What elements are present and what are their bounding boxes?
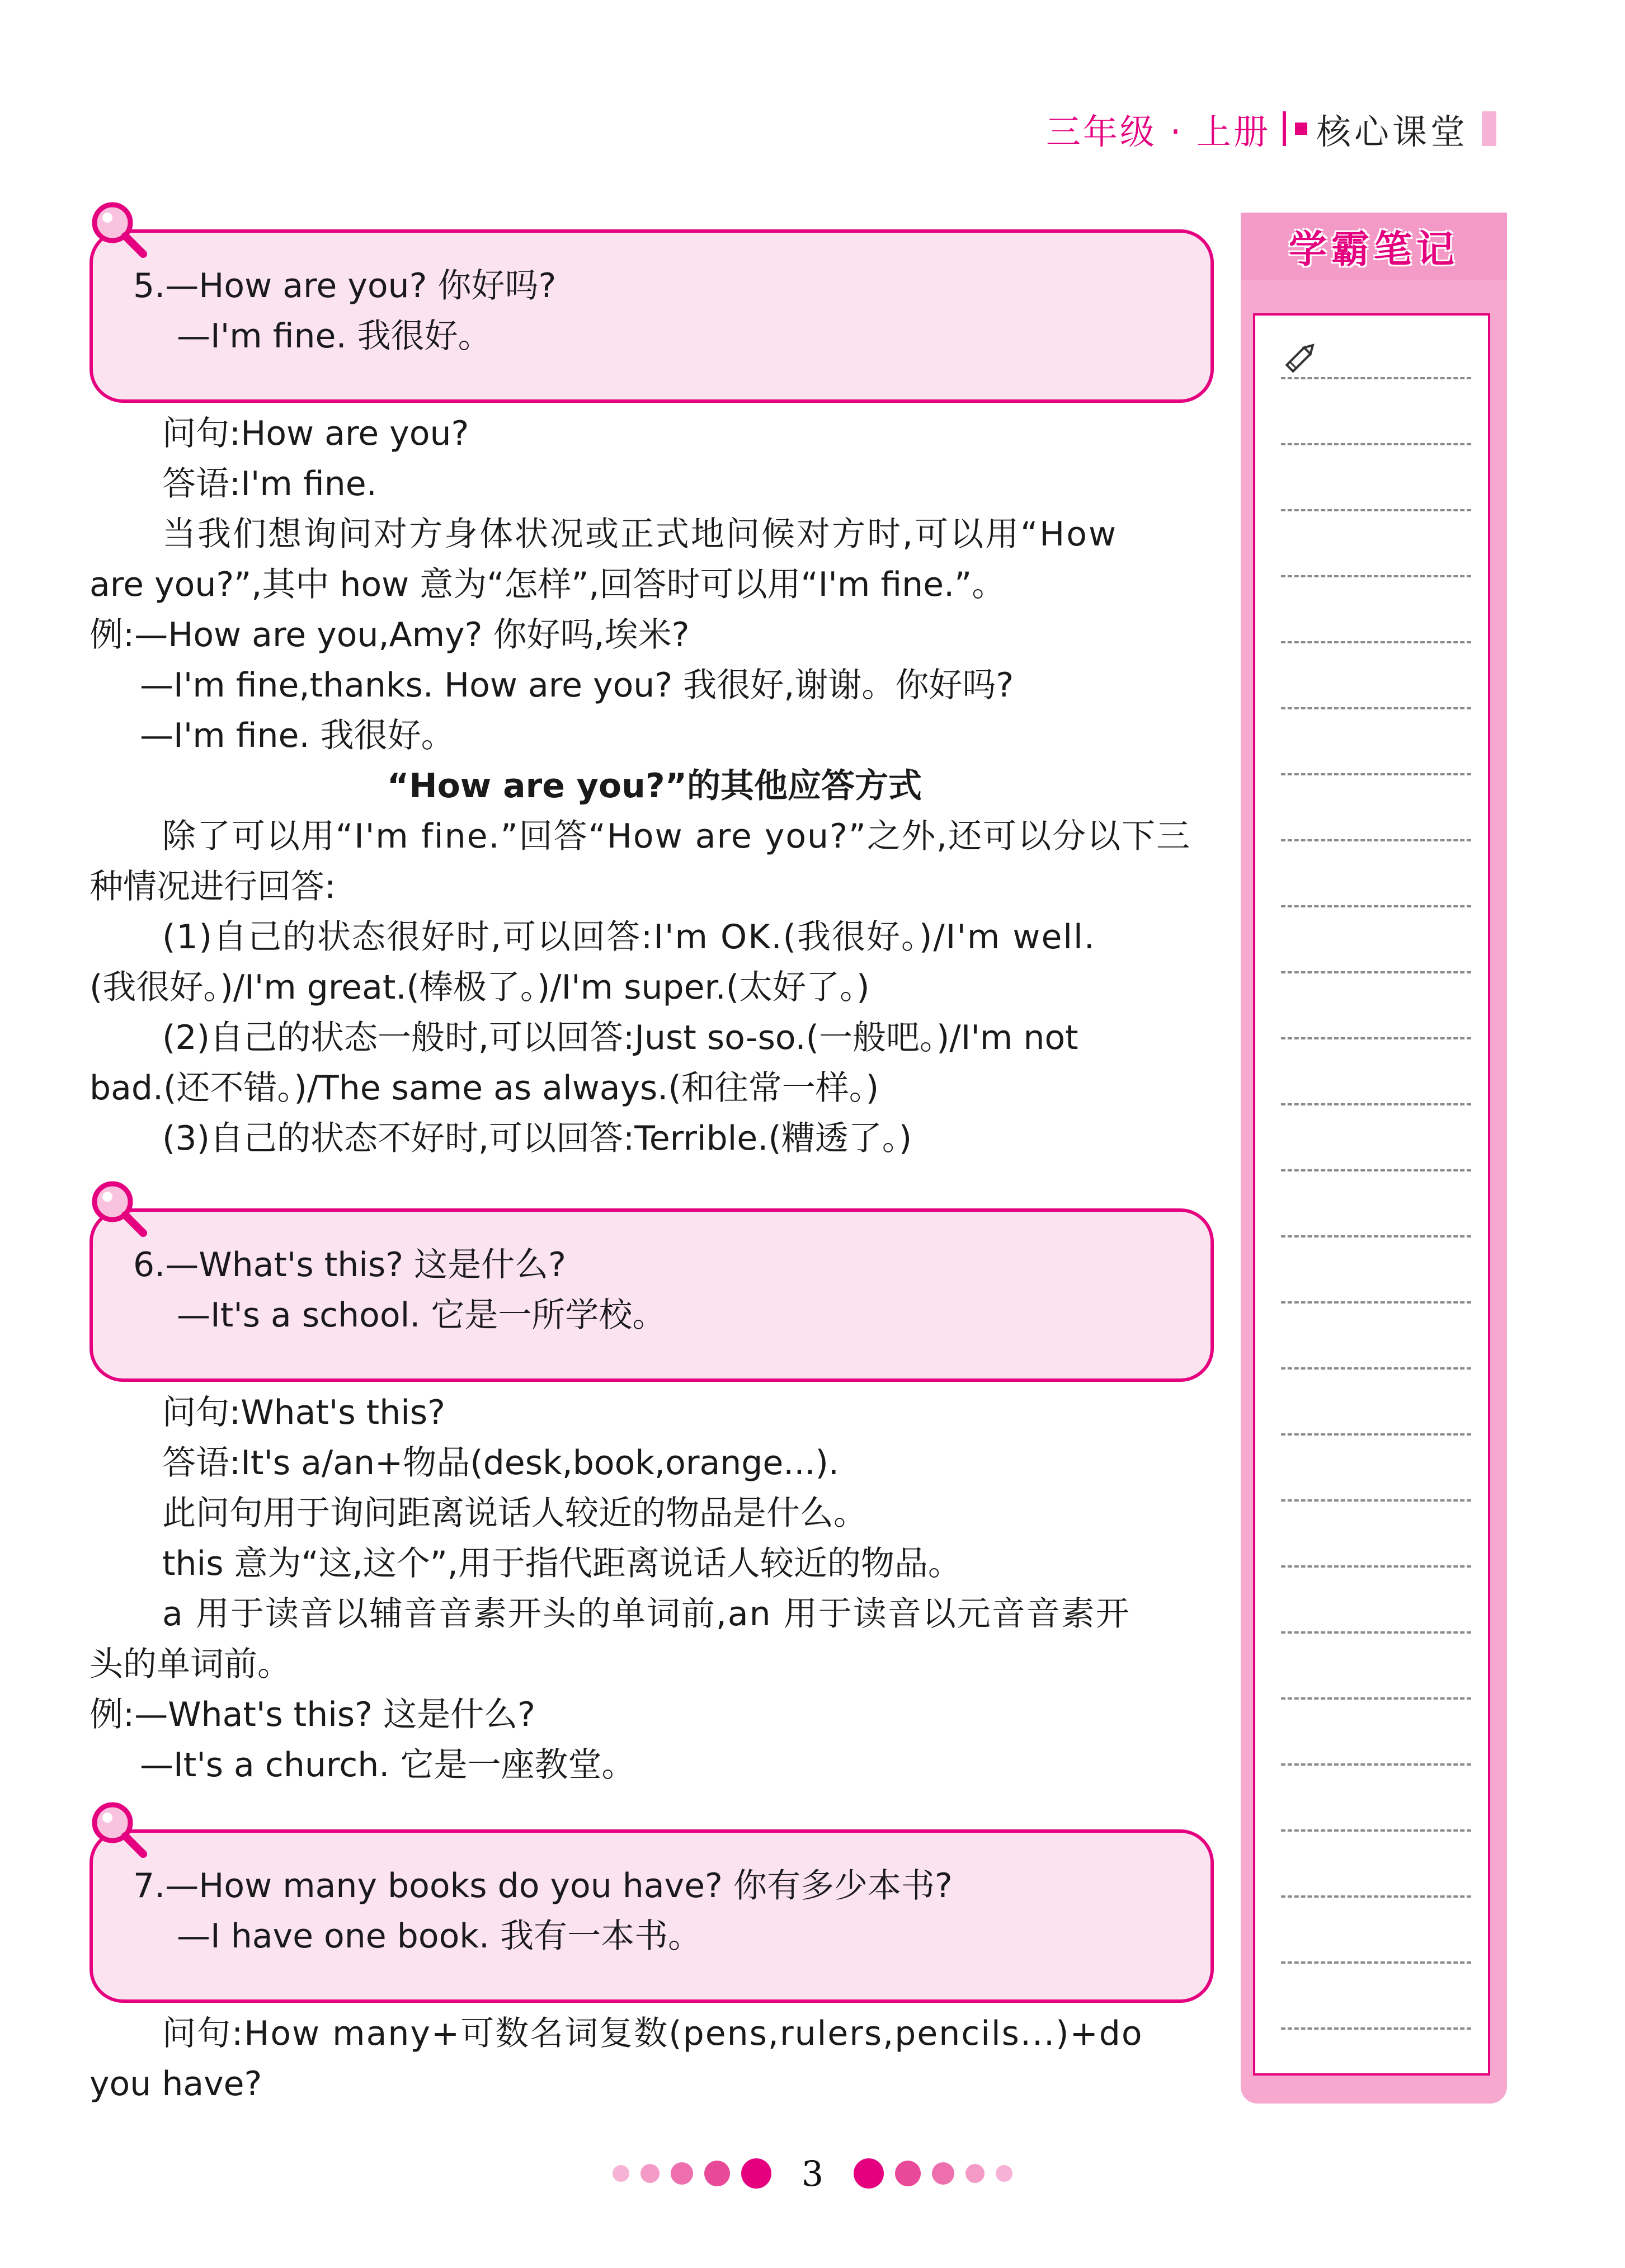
dot-icon xyxy=(741,2158,771,2189)
sec6-line: a 用于读音以辅音音素开头的单词前,an 用于读音以元音音素开 xyxy=(162,1594,1131,1634)
box6-question: 6.—What's this? 这是什么? xyxy=(133,1245,566,1284)
note-line xyxy=(1281,1631,1471,1634)
magnifier-icon xyxy=(87,1178,149,1240)
sec5-line: 例:—How are you,Amy? 你好吗,埃米? xyxy=(90,615,690,655)
dot-icon xyxy=(854,2158,884,2189)
note-line xyxy=(1281,1301,1471,1304)
sec5-line: (1)自己的状态很好时,可以回答:I'm OK.(我很好。)/I'm well. xyxy=(162,917,1096,957)
note-line xyxy=(1281,377,1471,379)
note-line xyxy=(1281,707,1471,709)
note-line xyxy=(1281,971,1471,973)
note-line xyxy=(1281,1697,1471,1700)
note-line xyxy=(1281,641,1471,643)
sec5-line: —I'm fine,thanks. How are you? 我很好,谢谢。你好吗? xyxy=(140,666,1014,705)
note-line xyxy=(1281,1433,1471,1436)
box7-question: 7.—How many books do you have? 你有多少本书? xyxy=(133,1866,953,1905)
note-line xyxy=(1281,839,1471,841)
sec6-line: 此问句用于询问距离说话人较近的物品是什么。 xyxy=(162,1494,867,1533)
magnifier-icon xyxy=(87,1799,149,1861)
page-number: 3 xyxy=(801,2153,824,2194)
sec5-line: (我很好。)/I'm great.(棒极了。)/I'm super.(太好了。) xyxy=(90,968,870,1007)
key-sentence-box-7 xyxy=(90,1829,1214,2003)
note-line xyxy=(1281,1367,1471,1370)
note-line xyxy=(1281,1829,1471,1832)
sec6-line: 例:—What's this? 这是什么? xyxy=(90,1695,535,1734)
dot-icon xyxy=(996,2165,1012,2182)
sec6-line: 答语:It's a/an+物品(desk,book,orange...). xyxy=(162,1443,839,1483)
dot-icon xyxy=(965,2164,985,2183)
grade-label: 三年级 · 上册 xyxy=(1045,111,1270,152)
header-divider xyxy=(1283,111,1286,146)
sec5-line: 种情况进行回答: xyxy=(90,867,336,906)
key-sentence-box-5 xyxy=(90,229,1214,403)
notes-area xyxy=(1253,313,1490,2076)
sec7-line: 问句:How many+可数名词复数(pens,rulers,pencils...)+do xyxy=(162,2014,1143,2053)
sec6-line: 问句:What's this? xyxy=(162,1393,446,1432)
sec5-line: —I'm fine. 我很好。 xyxy=(140,716,455,755)
note-line xyxy=(1281,1037,1471,1039)
note-line xyxy=(1281,905,1471,907)
dot-icon xyxy=(704,2161,730,2186)
dot-icon xyxy=(932,2162,954,2185)
box5-answer: —I'm fine. 我很好。 xyxy=(177,317,492,356)
pencil-icon xyxy=(1281,338,1320,377)
note-line xyxy=(1281,773,1471,775)
page-header xyxy=(1046,103,1496,154)
section-title: 核心课堂 xyxy=(1316,111,1468,152)
sec5-subheading: “How are you?”的其他应答方式 xyxy=(387,766,922,806)
header-end-bar xyxy=(1482,111,1496,146)
page-footer xyxy=(0,2148,1625,2199)
sec6-line: this 意为“这,这个”,用于指代距离说话人较近的物品。 xyxy=(162,1544,962,1583)
note-line xyxy=(1281,1499,1471,1502)
note-line xyxy=(1281,1103,1471,1105)
note-line xyxy=(1281,1565,1471,1568)
sec5-line: (2)自己的状态一般时,可以回答:Just so-so.(一般吧。)/I'm not xyxy=(162,1018,1078,1057)
sec7-line: you have? xyxy=(90,2064,262,2104)
box7-answer: —I have one book. 我有一本书。 xyxy=(177,1917,702,1956)
key-sentence-box-6 xyxy=(90,1208,1214,1382)
dot-icon xyxy=(613,2165,629,2182)
note-line xyxy=(1281,1235,1471,1237)
sec5-line: 除了可以用“I'm fine.”回答“How are you?”之外,还可以分以下三 xyxy=(162,817,1191,856)
header-square-icon xyxy=(1295,123,1307,135)
notes-title: 学霸笔记 xyxy=(1241,213,1507,280)
sec5-line: (3)自己的状态不好时,可以回答:Terrible.(糟透了。) xyxy=(162,1119,912,1158)
note-line xyxy=(1281,575,1471,577)
sec6-line: —It's a church. 它是一座教堂。 xyxy=(140,1745,635,1785)
sec5-line: are you?”,其中 how 意为“怎样”,回答时可以用“I'm fine.”。 xyxy=(90,565,1006,604)
note-line xyxy=(1281,1895,1471,1898)
dot-icon xyxy=(640,2164,660,2183)
sec5-line: 答语:I'm fine. xyxy=(162,464,377,504)
magnifier-icon xyxy=(87,199,149,261)
note-line xyxy=(1281,443,1471,445)
sec5-line: bad.(还不错。)/The same as always.(和往常一样。) xyxy=(90,1069,879,1108)
sec6-line: 头的单词前。 xyxy=(90,1645,291,1684)
box6-answer: —It's a school. 它是一所学校。 xyxy=(177,1296,666,1335)
note-line xyxy=(1281,1763,1471,1766)
note-line xyxy=(1281,509,1471,511)
sec5-line: 问句:How are you? xyxy=(162,414,469,453)
dot-icon xyxy=(895,2161,921,2186)
note-line xyxy=(1281,1961,1471,1964)
dot-icon xyxy=(671,2162,693,2185)
box5-question: 5.—How are you? 你好吗? xyxy=(133,266,557,305)
note-line xyxy=(1281,1169,1471,1171)
sec5-line: 当我们想询问对方身体状况或正式地问候对方时,可以用“How xyxy=(162,515,1118,554)
note-line xyxy=(1281,2027,1471,2030)
